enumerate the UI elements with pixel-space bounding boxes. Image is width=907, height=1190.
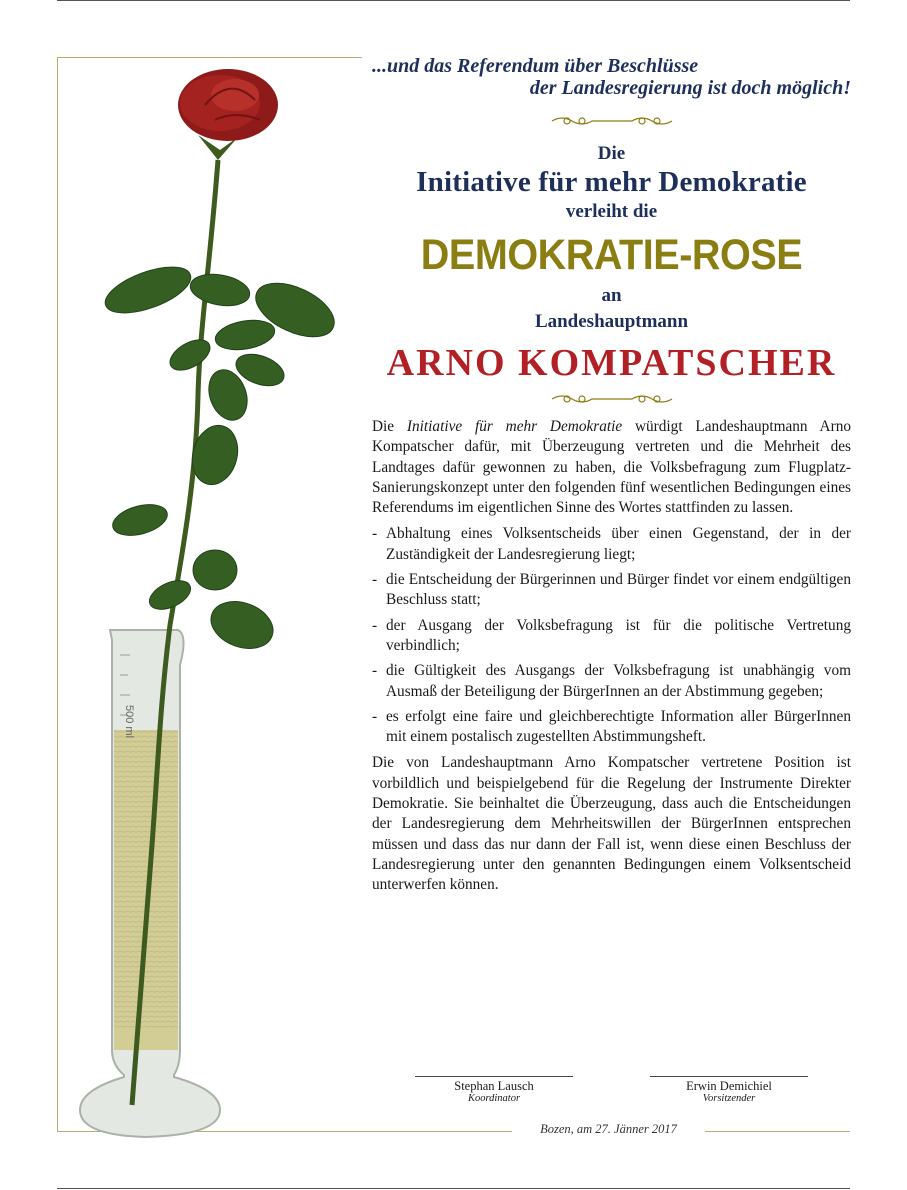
signature-line bbox=[650, 1076, 808, 1077]
award-title: DEMOKRATIE-ROSE bbox=[420, 231, 803, 279]
conditions-list bbox=[372, 524, 851, 747]
recipient-name: ARNO KOMPATSCHER bbox=[386, 342, 837, 384]
bullet-dash: - bbox=[372, 525, 378, 543]
bullet-dash: - bbox=[372, 616, 378, 634]
title-verleiht: verleiht die bbox=[565, 201, 658, 222]
date-line: Bozen, am 27. Jänner 2017 bbox=[540, 1122, 677, 1136]
title-die: Die bbox=[597, 143, 626, 164]
intro-rest: würdigt Landeshauptmann Arno Kompatscher dafür, mit Überzeugung vertreten und die Mehrheit des Landtages dafür gewonnen zu haben, die Volksbefragung zum Flugplatz-Sanierungskonzept unter den folgenden fünf wesentlichen Bedingungen eines Referendums im eigentlichen Sinne des Wortes stattfinden zu lassen. bbox=[372, 418, 851, 517]
list-item-text: Abhaltung eines Volksentscheids über einen Gegenstand, der in der Zuständigkeit der Landesregierung liegt; bbox=[386, 525, 851, 563]
list-item bbox=[372, 570, 851, 611]
certificate-content bbox=[372, 55, 851, 896]
intro-paragraph bbox=[372, 417, 851, 518]
frame-bottom-line-right bbox=[705, 1131, 850, 1132]
ornament-divider-top bbox=[547, 113, 677, 129]
rose-bloom bbox=[178, 69, 278, 141]
signature-role: Koordinator bbox=[467, 1093, 521, 1104]
bullet-dash: - bbox=[372, 571, 378, 589]
top-rule bbox=[57, 0, 850, 1]
body-text bbox=[372, 417, 851, 896]
title-an: an bbox=[601, 285, 622, 306]
ornament-divider-bottom bbox=[547, 391, 677, 407]
frame-top-line bbox=[57, 57, 362, 58]
headline-line-2: der Landesregierung ist doch möglich! bbox=[529, 77, 851, 99]
list-item-text: die Entscheidung der Bürgerinnen und Bürger findet vor einem endgültigen Beschluss statt; bbox=[386, 571, 851, 609]
signature-name: Stephan Lausch bbox=[454, 1079, 534, 1093]
headline bbox=[372, 55, 851, 99]
bullet-dash: - bbox=[372, 662, 378, 680]
rose-in-beaker-illustration bbox=[70, 65, 350, 1150]
beaker-mesh bbox=[114, 730, 178, 1030]
list-item-text: die Gültigkeit des Ausgangs der Volksbefragung ist unabhängig vom Ausmaß der Beteiligung der BürgerInnen an der Abstimmung gegeben; bbox=[386, 662, 851, 700]
list-item bbox=[372, 707, 851, 748]
list-item bbox=[372, 524, 851, 565]
title-initiative: Initiative für mehr Demokratie bbox=[416, 166, 807, 198]
list-item bbox=[372, 661, 851, 702]
list-item-text: es erfolgt eine faire und gleichberechtigte Information aller BürgerInnen mit einem postalisch zugestellten Abstimmungsheft. bbox=[386, 707, 851, 746]
frame-left-line bbox=[57, 57, 58, 1132]
bullet-dash: - bbox=[372, 707, 378, 725]
intro-prefix: Die bbox=[372, 418, 407, 435]
signature-vorsitzender bbox=[650, 1076, 808, 1105]
list-item-text: der Ausgang der Volksbefragung ist für die politische Vertretung verbindlich; bbox=[386, 616, 851, 654]
headline-line-1: ...und das Referendum über Beschlüsse bbox=[372, 55, 699, 77]
rose-leaves bbox=[100, 258, 343, 657]
list-item bbox=[372, 616, 851, 657]
signature-role: Vorsitzender bbox=[702, 1093, 756, 1104]
closing-paragraph: Die von Landeshauptmann Arno Kompatscher vertretene Position ist vorbildlich und beispielgebend für die Regelung der Instrumente Direkter Demokratie. Sie beinhaltet die Überzeugung, dass auch die Entscheidungen der Landesregierung dem Mehrheitswillen der BürgerInnen entsprechen müssen und dass das nur dann der Fall ist, wenn diese einen Beschluss der Landesregierung unter den genannten Bedingungen einem Volksentscheid unterwerfen können. bbox=[372, 754, 851, 894]
beaker-label: 500 ml bbox=[123, 705, 135, 739]
bottom-rule bbox=[57, 1188, 850, 1189]
signature-koordinator bbox=[415, 1076, 573, 1105]
signature-name: Erwin Demichiel bbox=[686, 1079, 772, 1093]
title-position: Landeshauptmann bbox=[534, 311, 689, 332]
signature-line bbox=[415, 1076, 573, 1077]
intro-italic: Initiative für mehr Demokratie bbox=[406, 418, 623, 435]
